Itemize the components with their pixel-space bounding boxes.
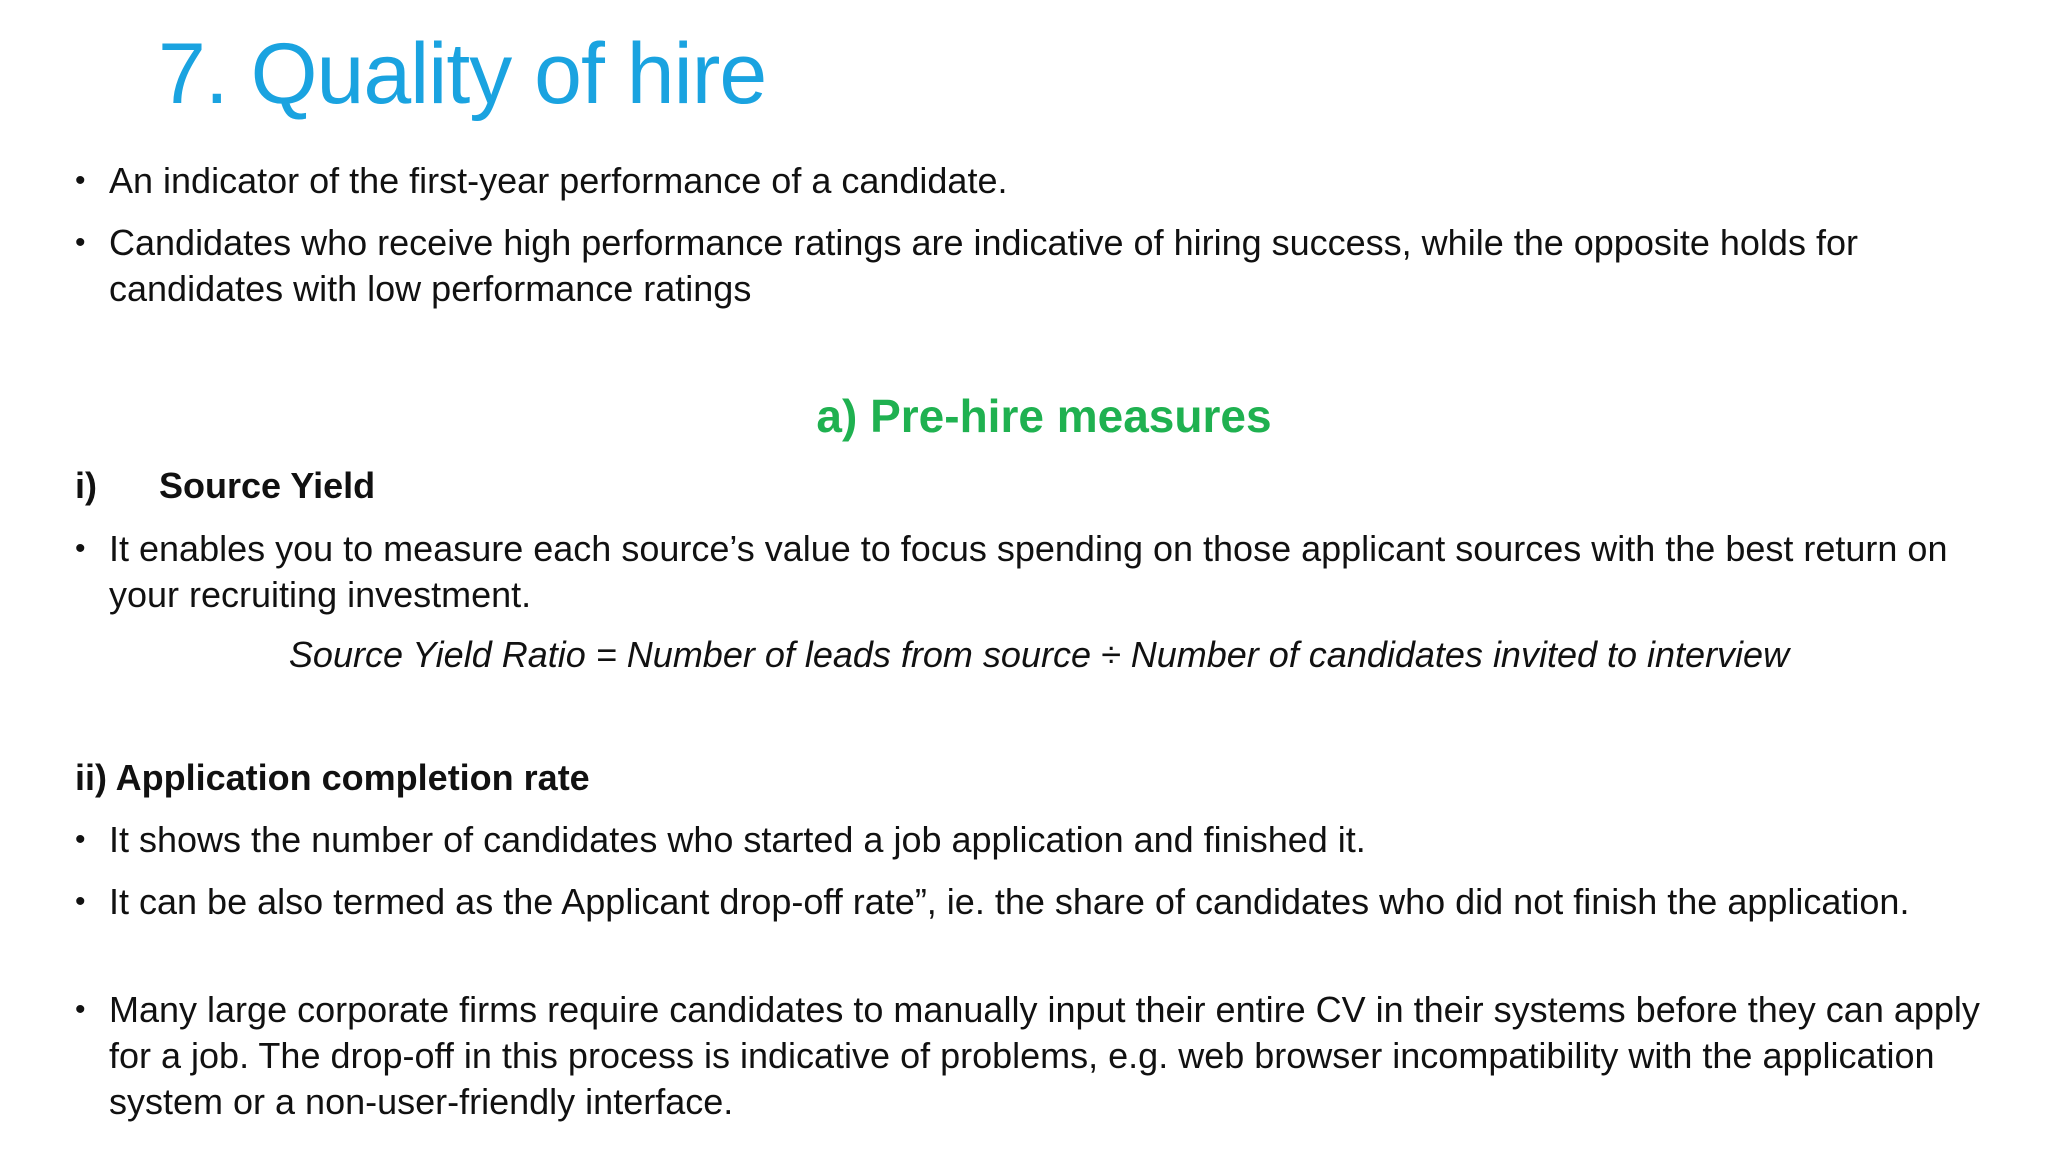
- bullet-item: [75, 879, 2015, 925]
- subheading-source-yield: [75, 463, 375, 509]
- bullet-item: [75, 987, 2015, 1125]
- bullet-glyph: •: [75, 226, 86, 259]
- bullet-text: It enables you to measure each source’s value to focus spending on those applicant sources with the best return on your recruiting investment.: [109, 528, 1948, 615]
- subheading-application-completion: ii) Application completion rate: [75, 757, 590, 798]
- slide-title: 7. Quality of hire: [158, 26, 767, 122]
- bullet-glyph: •: [75, 164, 86, 197]
- bullet-item: [75, 220, 2015, 312]
- bullet-text: It shows the number of candidates who started a job application and finished it.: [109, 819, 1366, 860]
- bullet-glyph: •: [75, 885, 86, 918]
- bullet-text: An indicator of the first-year performance of a candidate.: [109, 160, 1008, 201]
- bullet-glyph: •: [75, 823, 86, 856]
- bullet-item: [75, 526, 2015, 618]
- source-yield-formula: Source Yield Ratio = Number of leads from source ÷ Number of candidates invited to interview: [288, 634, 1790, 675]
- item-number: i): [75, 465, 97, 506]
- bullet-text: It can be also termed as the Applicant drop-off rate”, ie. the share of candidates who did not finish the application.: [109, 881, 1910, 922]
- bullet-item: [75, 817, 2015, 863]
- section-heading-pre-hire: a) Pre-hire measures: [816, 390, 1272, 442]
- bullet-glyph: •: [75, 993, 86, 1026]
- bullet-text: Candidates who receive high performance ratings are indicative of hiring success, while the opposite holds for candidates with low performance ratings: [109, 222, 1858, 309]
- bullet-text: Many large corporate firms require candidates to manually input their entire CV in their systems before they can apply for a job. The drop-off in this process is indicative of problems, e.g. web browser incompatibility with the application system or a non-user-friendly interface.: [109, 989, 1980, 1122]
- bullet-glyph: •: [75, 532, 86, 565]
- item-label: Source Yield: [159, 465, 376, 506]
- bullet-item: [75, 158, 2015, 204]
